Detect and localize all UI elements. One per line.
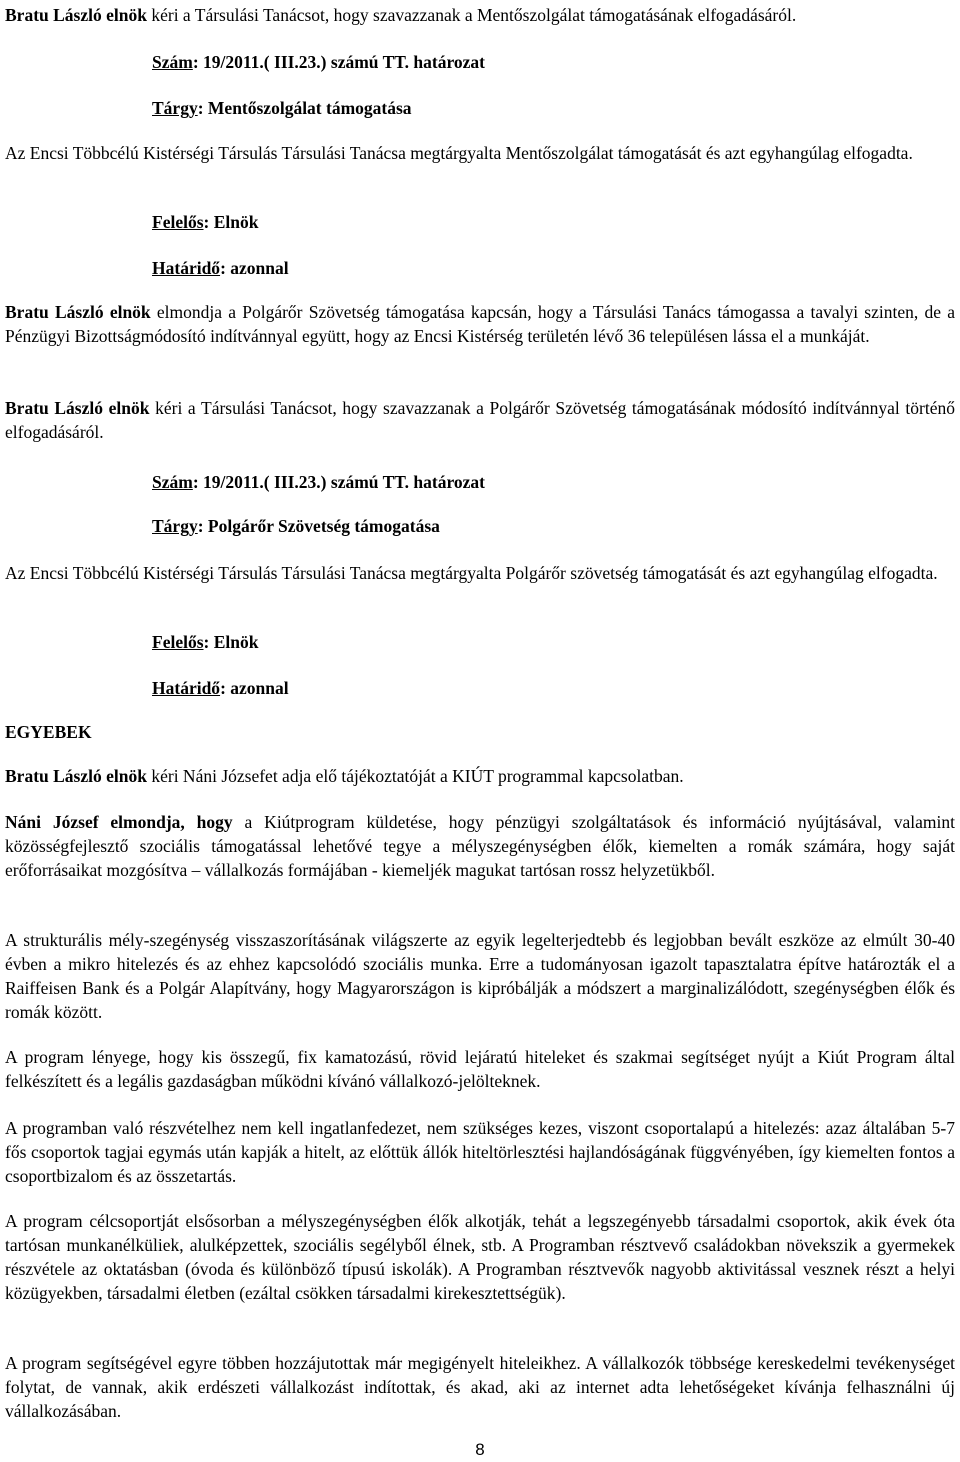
paragraph-civil-guard-support bbox=[5, 300, 955, 348]
deadline-value: : azonnal bbox=[220, 258, 289, 278]
deadline-line bbox=[152, 256, 289, 280]
resolution-number bbox=[152, 50, 485, 74]
paragraph-request-civil-guard-vote bbox=[5, 396, 955, 444]
paragraph-text: kéri Náni Józsefet adja elő tájékoztatóját a KIÚT programmal kapcsolatban. bbox=[146, 766, 684, 786]
subject-value: : Mentőszolgálat támogatása bbox=[197, 98, 412, 118]
responsible-line bbox=[152, 210, 258, 234]
number-value: : 19/2011.( III.23.) számú TT. határozat bbox=[192, 472, 485, 492]
section-heading: EGYEBEK bbox=[5, 722, 92, 742]
speaker-name: Bratu László elnök bbox=[5, 766, 147, 786]
subject-label: Tárgy bbox=[152, 98, 198, 118]
paragraph-kiut-mission bbox=[5, 810, 955, 882]
deadline-value: : azonnal bbox=[220, 678, 289, 698]
responsible-label: Felelős bbox=[152, 212, 204, 232]
responsible-line bbox=[152, 630, 258, 654]
subject-value: : Polgárőr Szövetség támogatása bbox=[197, 516, 440, 536]
paragraph-program-essence: A program lényege, hogy kis összegű, fix kamatozású, rövid lejáratú hiteleket és szakmai segítséget nyújt a Kiút Program által felkészített és a legális gazdaságban működni kívánó vállalkozó-jelölteknek. bbox=[5, 1047, 955, 1091]
responsible-value: : Elnök bbox=[203, 212, 259, 232]
paragraph-text: kéri a Társulási Tanácsot, hogy szavazzanak a Mentőszolgálat támogatásának elfogadásáról. bbox=[146, 5, 797, 25]
paragraph-participation: A programban való részvételhez nem kell ingatlanfedezet, nem szükséges kezes, viszont csoportalapú a hitelezés: azaz általában 5-7 fős csoportok tagjai egymás után kapják a hitelt, az előttük állók hiteltörlesztési hajlandóságának függvényében, így kiemelten fontos a csoportbizalom és az összetartás. bbox=[5, 1118, 955, 1186]
paragraph-results: A program segítségével egyre többen hozzájutottak már megigényelt hiteleikhez. A vállalkozók többsége kereskedelmi tevékenységet folytat, de vannak, akik erdészeti vállalkozást indítottak, és akad, aki az internet adta lehetőségeket kívánja felhasználni új vállalkozásában. bbox=[5, 1353, 955, 1421]
subject-label: Tárgy bbox=[152, 516, 198, 536]
deadline-line bbox=[152, 676, 289, 700]
deadline-label: Határidő bbox=[152, 678, 221, 698]
paragraph-text: a Kiútprogram küldetése, hogy pénzügyi szolgáltatások és információ nyújtásával, valamint közösségfejlesztő szociális támogatással lehetővé tegye a mélyszegénységben élők, kiemelten a romák számára, hogy saját erőforrásaikat mozgósítva – vállalkozás formájában - kiemeljék magukat tartósan rossz helyzetükből. bbox=[5, 812, 956, 880]
number-value: : 19/2011.( III.23.) számú TT. határozat bbox=[192, 52, 485, 72]
speaker-name: Bratu László elnök bbox=[5, 398, 150, 418]
speaker-name: Bratu László elnök bbox=[5, 302, 151, 322]
resolution-subject bbox=[152, 96, 412, 120]
speaker-name: Bratu László elnök bbox=[5, 5, 147, 25]
paragraph-microcredit: A strukturális mély-szegénység visszaszorításának világszerte az egyik legelterjedtebb és legjobban bevált eszköze az elmúlt 30-40 évben a mikro hitelezés és az ehhez kapcsolódó szociális munka. Erre a tudományosan igazolt tapasztalatra építve határozták el a Raiffeisen Bank és a Polgár Alapítvány, hogy Magyarországon is kipróbálják a módszert a marginalizálódott, szegénységben élők és romák között. bbox=[5, 930, 955, 1022]
resolution-body: Az Encsi Többcélú Kistérségi Társulás Társulási Tanácsa megtárgyalta Mentőszolgálat támogatását és azt egyhangúlag elfogadta. bbox=[5, 143, 913, 163]
number-label: Szám bbox=[152, 52, 193, 72]
paragraph-request-kiut-briefing bbox=[5, 764, 955, 788]
page-number: 8 bbox=[475, 1440, 485, 1459]
responsible-label: Felelős bbox=[152, 632, 204, 652]
resolution-number bbox=[152, 470, 485, 494]
responsible-value: : Elnök bbox=[203, 632, 259, 652]
deadline-label: Határidő bbox=[152, 258, 221, 278]
speaker-name: Náni József elmondja, hogy bbox=[5, 812, 233, 832]
resolution-subject bbox=[152, 514, 440, 538]
paragraph-request-ambulance-vote bbox=[5, 3, 955, 27]
resolution-body: Az Encsi Többcélú Kistérségi Társulás Társulási Tanácsa megtárgyalta Polgárőr szövetség támogatását és azt egyhangúlag elfogadta. bbox=[5, 563, 938, 583]
paragraph-text: kéri a Társulási Tanácsot, hogy szavazzanak a Polgárőr Szövetség támogatásának módosító indítvánnyal történő elfogadásáról. bbox=[5, 398, 955, 442]
number-label: Szám bbox=[152, 472, 193, 492]
paragraph-target-group: A program célcsoportját elsősorban a mélyszegénységben élők alkotják, tehát a legszegényebb társadalmi csoportok, akik évek óta tartósan munkanélküliek, alulképzettek, szociális segélyből élnek, stb. A Programban résztvevő családokban növekszik a gyermekek részvétele az oktatásban (óvoda és különböző típusú iskolák). A Programban résztvevők nagyobb aktivitással vesznek részt a helyi közügyekben, társadalmi életben (ezáltal csökken társadalmi kirekesztettségük). bbox=[5, 1211, 955, 1303]
paragraph-text: elmondja a Polgárőr Szövetség támogatása kapcsán, hogy a Társulási Tanács támogassa a tavalyi szinten, de a Pénzügyi Bizottságmódosító indítvánnyal együtt, hogy az Encsi Kistérség területén lévő 36 településen lássa el a munkáját. bbox=[5, 302, 955, 346]
